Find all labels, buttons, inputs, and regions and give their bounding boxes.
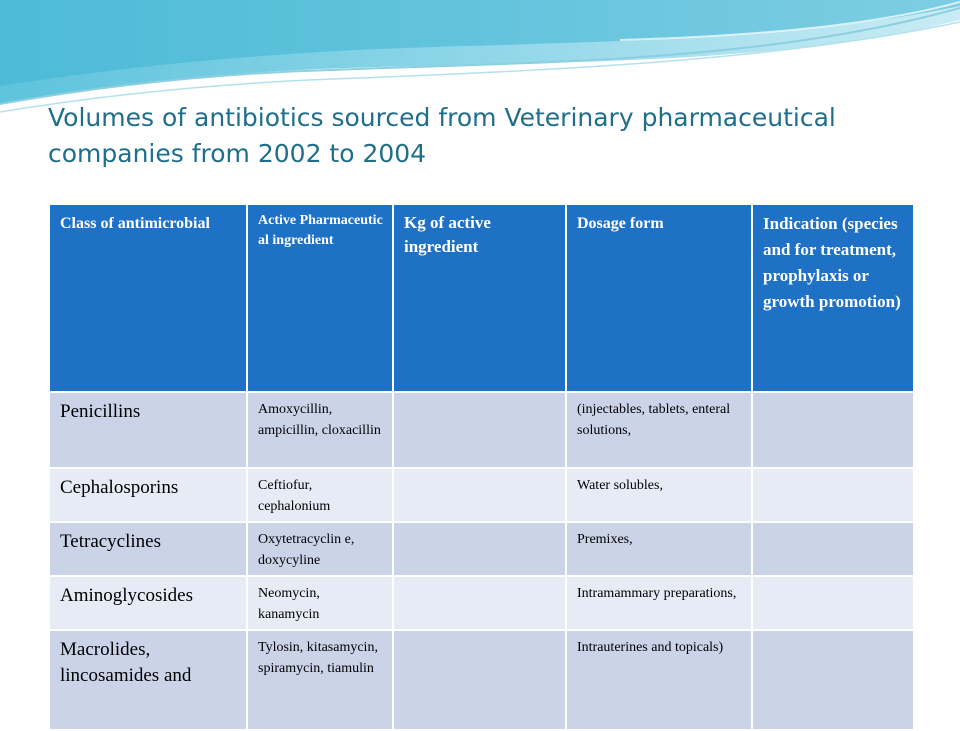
indication-cell: [752, 576, 914, 630]
api-cell: Neomycin, kanamycin: [247, 576, 393, 630]
api-cell: Ceftiofur, cephalonium: [247, 468, 393, 522]
kg-cell: [393, 576, 566, 630]
dosage-cell: (injectables, tablets, enteral solutions,: [566, 392, 752, 468]
table-row: [49, 576, 914, 630]
class-cell: Aminoglycosides: [49, 576, 247, 630]
api-cell: Amoxycillin, ampicillin, cloxacillin: [247, 392, 393, 468]
api-cell: Tylosin, kitasamycin, spiramycin, tiamulin: [247, 630, 393, 730]
kg-cell: [393, 392, 566, 468]
header-class: Class of antimicrobial: [49, 204, 247, 392]
dosage-cell: Intrauterines and topicals): [566, 630, 752, 730]
table-header-row: [49, 204, 914, 392]
slide-title: Volumes of antibiotics sourced from Veterinary pharmaceutical companies from 2002 to 2004: [48, 103, 836, 168]
dosage-cell: Water solubles,: [566, 468, 752, 522]
class-cell: Tetracyclines: [49, 522, 247, 576]
header-indication: Indication (species and for treatment, prophylaxis or growth promotion): [752, 204, 914, 392]
table-row: [49, 630, 914, 730]
kg-cell: [393, 468, 566, 522]
class-cell: Cephalosporins: [49, 468, 247, 522]
table-row: [49, 392, 914, 468]
header-api: Active Pharmaceutic al ingredient: [247, 204, 393, 392]
antibiotics-table: [48, 203, 915, 731]
kg-cell: [393, 522, 566, 576]
dosage-cell: Premixes,: [566, 522, 752, 576]
class-cell: Macrolides, lincosamides and: [49, 630, 247, 730]
dosage-cell: Intramammary preparations,: [566, 576, 752, 630]
table-row: [49, 522, 914, 576]
kg-cell: [393, 630, 566, 730]
class-cell: Penicillins: [49, 392, 247, 468]
indication-cell: [752, 468, 914, 522]
header-kg: Kg of active ingredient: [393, 204, 566, 392]
indication-cell: [752, 392, 914, 468]
table-row: [49, 468, 914, 522]
indication-cell: [752, 630, 914, 730]
api-cell: Oxytetracyclin e, doxycyline: [247, 522, 393, 576]
indication-cell: [752, 522, 914, 576]
header-dosage: Dosage form: [566, 204, 752, 392]
